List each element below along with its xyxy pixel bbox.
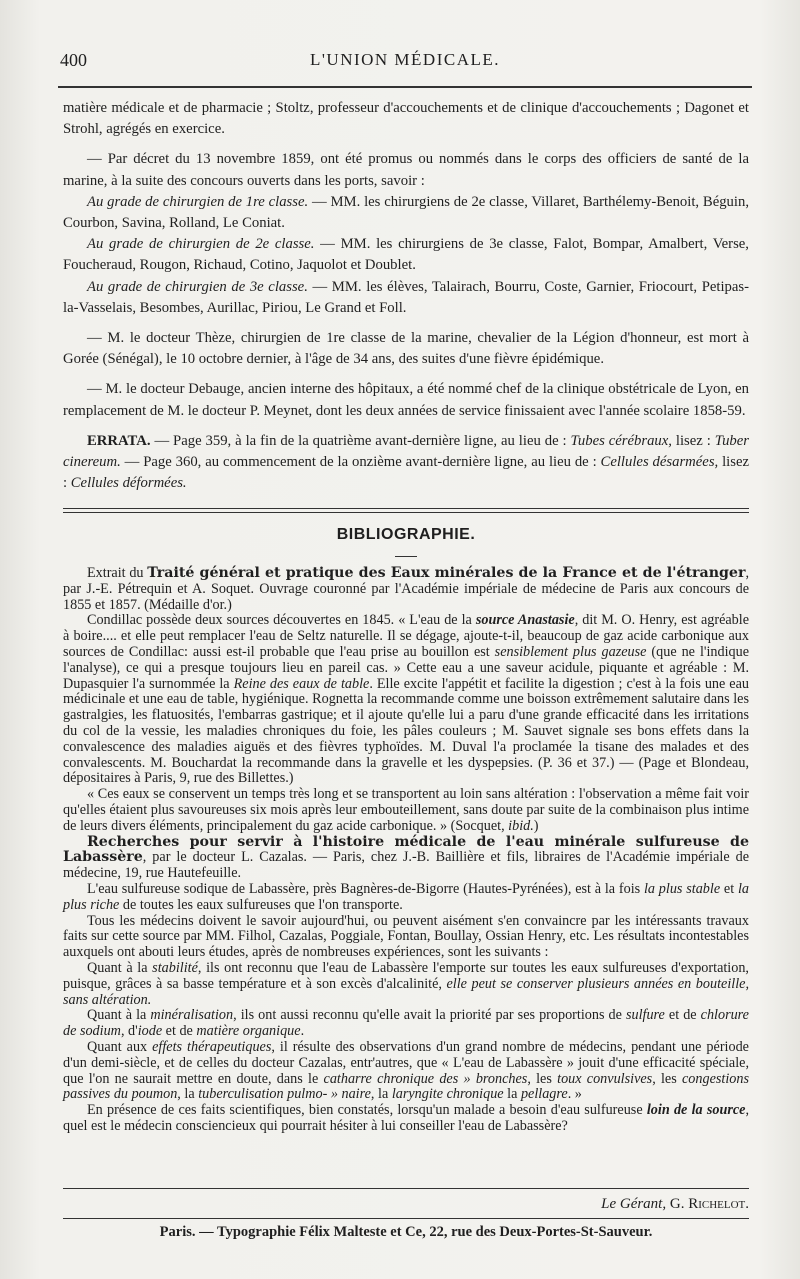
news-paragraph-6: — M. le docteur Thèze, chirurgien de 1re classe de la marine, chevalier de la Légion d'honneur, est mort à Gorée (Sénégal), le 10 octobre dernier, à l'âge de 34 ans, des suites d'une fièvre épidémique. bbox=[63, 330, 749, 368]
errata-paragraph bbox=[63, 431, 749, 495]
signature-rule bbox=[63, 1188, 749, 1189]
biblio-text: , ils ont aussi reconnu qu'elle avait la priorité par ses proportions de bbox=[233, 1007, 626, 1024]
errata-text: — Page 359, à la fin de la quatrième avant-dernière ligne, au lieu de : bbox=[150, 432, 571, 449]
biblio-text: , les bbox=[652, 1070, 682, 1087]
news-paragraph-3 bbox=[63, 192, 749, 234]
biblio-text: sulfure bbox=[625, 1007, 665, 1024]
biblio-paragraph-6: Tous les médecins doivent le savoir aujourd'hui, ou peuvent aisément s'en convaincre par les intéressants travaux faits sur cette source par MM. Filhol, Cazalas, Poggiale, Fontan, Boullay, Ossian Henry, etc. Les résultats incontestables auxquels ont abouti leurs études, après de nombreuses expériences, sont les suivants : bbox=[63, 912, 749, 961]
errata-text: Tuber cinereum. bbox=[63, 432, 750, 471]
biblio-text: sensiblement plus gazeuse bbox=[494, 643, 647, 660]
footer-rule bbox=[63, 1218, 749, 1219]
signature-role: Le Gérant, bbox=[601, 1196, 667, 1212]
biblio-text: laryngite chronique bbox=[391, 1086, 504, 1103]
biblio-text: et de bbox=[664, 1007, 701, 1024]
biblio-text: Quant aux bbox=[87, 1038, 153, 1055]
biblio-text: , dit M. O. Henry, est agréable à boire.... et elle peut remplacer l'eau de Seltz naturelle. Il se dégage, ajoute-t-il, beaucoup de gaz acide carbonique aux sources de Condillac: aussi est-il probable que l'eau prise au bouillon est bbox=[63, 612, 750, 660]
biblio-text: , la bbox=[370, 1086, 392, 1103]
biblio-text: , la bbox=[177, 1086, 199, 1103]
errata-text: Cellules déformées. bbox=[70, 475, 187, 492]
biblio-text: la bbox=[503, 1086, 521, 1103]
biblio-text: ibid. bbox=[508, 817, 534, 834]
biblio-text: . Elle excite l'appétit et facilite la digestion ; c'est à la fois une eau médicinale et une eau de table, hygiénique. Rognetta la recommande comme une boisson extrêmement salutaire dans les gastralgies, les flatuosités, l'embarras gastrique; et il ajoute qu'elle lui a paru d'une grande efficacité dans les irritations du col de la vessie, les maladies chroniques du foie, les pâles couleurs ; M. Sauvet signale ses bons effets dans la convalescence des maladies aiguës et des fièvres typhoïdes. M. Duval l'a proclamée la tisane des malades et des convalescents. M. Bouchardat la recommande dans la gravelle et les dyspepsies. (P. 36 et 37.) — (Page et Blondeau, dépositaires à Paris, 9, rue des Billettes.) bbox=[63, 675, 749, 787]
signature bbox=[63, 1196, 749, 1213]
news-paragraph-4 bbox=[63, 234, 749, 276]
grade-text: — MM. les chirurgiens de 2e classe, Villaret, Barthélemy-Benoit, Béguin, Courbon, Savina, Rolland, Le Coniat. bbox=[63, 193, 749, 232]
biblio-text: iode bbox=[137, 1023, 163, 1040]
bibliography-title: BIBLIOGRAPHIE. bbox=[336, 526, 476, 543]
errata-text: Cellules désarmées, bbox=[600, 454, 719, 471]
grade-text: — MM. les chirurgiens de 3e classe, Falot, Bompar, Amalbert, Verse, Foucheraud, Rougon, Richaud, Cotino, Jaquolot et Doublet. bbox=[63, 236, 749, 274]
news-section bbox=[63, 98, 749, 494]
news-paragraph-2: — Par décret du 13 novembre 1859, ont été promus ou nommés dans le corps des officiers de santé de la marine, à la suite des concours ouverts dans les ports, savoir : bbox=[63, 151, 749, 189]
page-number: 400 bbox=[60, 50, 87, 70]
biblio-text: pellagre bbox=[520, 1086, 568, 1103]
biblio-text: ) bbox=[533, 817, 539, 834]
biblio-paragraph-5 bbox=[63, 882, 749, 914]
biblio-text: toux convulsives bbox=[557, 1070, 653, 1087]
biblio-text: catharre chronique des » bronches bbox=[323, 1070, 528, 1087]
biblio-text: effets thérapeutiques bbox=[152, 1038, 272, 1055]
biblio-entry-1 bbox=[63, 566, 749, 613]
errata-text: — Page 360, au commencement de la onzième avant-dernière ligne, au lieu de : bbox=[120, 454, 601, 471]
biblio-paragraph-9 bbox=[63, 1040, 749, 1103]
biblio-text: . » bbox=[567, 1086, 582, 1103]
errata-text: lisez : bbox=[63, 454, 750, 492]
biblio-text: « Ces eaux se conservent un temps très long et se transportent au loin sans altération : l'observation a même fait voir qu'elles étaient plus savoureuses six mois après leur embouteillement, sans doute par suite de la combinaison plus intime de leurs divers éléments, principalement du gaz acide carbonique. » (Socquet, bbox=[63, 786, 749, 834]
biblio-text: . bbox=[300, 1023, 305, 1040]
biblio-text: , il résulte des observations d'un grand nombre de médecins, pendant une période d'un demi-siècle, et de celles du docteur Cazalas, entr'autres, que « L'eau de Labassère » jouit d'une efficacité spéciale, que l'on ne saurait mettre en doute, dans le bbox=[63, 1038, 749, 1087]
biblio-paragraph-10 bbox=[63, 1103, 749, 1135]
news-paragraph-5 bbox=[63, 277, 749, 319]
page-header bbox=[60, 50, 750, 74]
errata-text: Tubes cérébraux, bbox=[570, 432, 672, 449]
biblio-text: loin de la source bbox=[646, 1102, 746, 1119]
errata-label: ERRATA. bbox=[87, 432, 151, 449]
errata-text: lisez : bbox=[671, 432, 715, 449]
book-title: Recherches pour servir à l'histoire médicale de l'eau minérale sulfureuse de Labassère bbox=[63, 833, 749, 866]
biblio-text: Condillac possède deux sources découvertes en 1845. « L'eau de la bbox=[87, 612, 476, 629]
news-paragraph-7: — M. le docteur Debauge, ancien interne des hôpitaux, a été nommé chef de la clinique obstétricale de Lyon, en remplacement de M. le docteur P. Meynet, dont les deux années de service finissaient avec l'année scolaire 1858-59. bbox=[63, 381, 749, 419]
biblio-text: , par J.-E. Pétrequin et A. Soquet. Ouvrage couronné par l'Académie impériale de médecine de Paris aux concours de 1855 et 1857. (Médaille d'or.) bbox=[63, 565, 749, 613]
biblio-text: la plus stable bbox=[643, 880, 721, 897]
biblio-text: et bbox=[720, 880, 738, 897]
biblio-text: Quant à la bbox=[87, 959, 153, 976]
biblio-text: L'eau sulfureuse sodique de Labassère, près Bagnères-de-Bigorre (Hautes-Pyrénées), est à la fois bbox=[87, 880, 644, 897]
title-dash bbox=[395, 556, 417, 557]
biblio-text: , quel est le médecin consciencieux qui pourrait hésiter à lui conseiller l'eau de Labassère? bbox=[63, 1102, 749, 1134]
printer-imprint: Paris. — Typographie Félix Malteste et Ce, 22, rue des Deux-Portes-St-Sauveur. bbox=[159, 1224, 653, 1240]
biblio-entry-2 bbox=[63, 835, 749, 882]
biblio-text: et de bbox=[162, 1023, 197, 1040]
biblio-paragraph-2 bbox=[63, 613, 749, 787]
biblio-paragraph-8 bbox=[63, 1008, 749, 1040]
grade-label: Au grade de chirurgien de 3e classe. bbox=[87, 278, 308, 295]
biblio-text: (que ne l'indique l'analyse), ce qui a presque toujours lieu en pareil cas. » Cette eau a une saveur acidule, piquante et agréable : M. Dupasquier l'a surnommée la bbox=[63, 643, 749, 692]
biblio-text: , les bbox=[527, 1070, 558, 1087]
biblio-text: matière organique bbox=[196, 1023, 301, 1040]
biblio-text: chlorure de sodium bbox=[63, 1007, 749, 1040]
section-divider bbox=[63, 508, 749, 513]
grade-text: — MM. les élèves, Talairach, Bourru, Coste, Garnier, Friocourt, Petipas-la-Vasselais, Besombes, Aurillac, Piriou, Le Grand et Foll. bbox=[63, 278, 750, 316]
book-title: Traité général et pratique des Eaux minérales de la France et de l'étranger bbox=[147, 565, 746, 581]
biblio-text: elle peut se conserver plusieurs années en bouteille, sans altération. bbox=[63, 975, 749, 1008]
biblio-text: congestions passives du poumon bbox=[63, 1070, 749, 1103]
biblio-text: la plus riche bbox=[63, 880, 749, 913]
biblio-text: , par le docteur L. Cazalas. — Paris, chez J.-B. Baillière et fils, libraires de l'Académie impériale de médecine, 19, rue Hautefeuille. bbox=[63, 849, 749, 882]
bibliography-section bbox=[63, 566, 749, 1135]
biblio-text: Reine des eaux de table bbox=[233, 675, 370, 692]
biblio-text: , ils ont reconnu que l'eau de Labassère l'emporte sur toutes les eaux sulfureuses d'exportation, puisque, grâces à sa basse température et à son excès d'alcalinité, bbox=[63, 959, 749, 992]
biblio-text: source Anastasie bbox=[475, 612, 575, 629]
biblio-text: stabilité bbox=[152, 959, 198, 976]
biblio-text: tuberculisation pulmo- » naire bbox=[198, 1086, 371, 1103]
news-paragraph-1: matière médicale et de pharmacie ; Stoltz, professeur d'accouchements et de clinique d'accouchements ; Dagonet et Strohl, agrégés en exercice. bbox=[63, 100, 749, 138]
biblio-text: Quant à la bbox=[87, 1007, 151, 1024]
biblio-text: Extrait du bbox=[87, 565, 148, 581]
biblio-text: minéralisation bbox=[150, 1007, 234, 1024]
biblio-paragraph-7 bbox=[63, 961, 749, 1008]
biblio-paragraph-3 bbox=[63, 787, 749, 834]
grade-label: Au grade de chirurgien de 2e classe. bbox=[87, 236, 315, 253]
header-rule bbox=[58, 86, 752, 88]
running-title: L'UNION MÉDICALE. bbox=[309, 50, 501, 69]
signature-name: G. Richelot. bbox=[666, 1196, 749, 1212]
biblio-text: , d' bbox=[120, 1023, 138, 1040]
grade-label: Au grade de chirurgien de 1re classe. bbox=[87, 193, 309, 210]
biblio-text: En présence de ces faits scientifiques, bien constatés, lorsqu'un malade a besoin d'eau sulfureuse bbox=[87, 1102, 647, 1119]
biblio-text: de toutes les eaux sulfureuses que l'on transporte. bbox=[119, 896, 403, 913]
